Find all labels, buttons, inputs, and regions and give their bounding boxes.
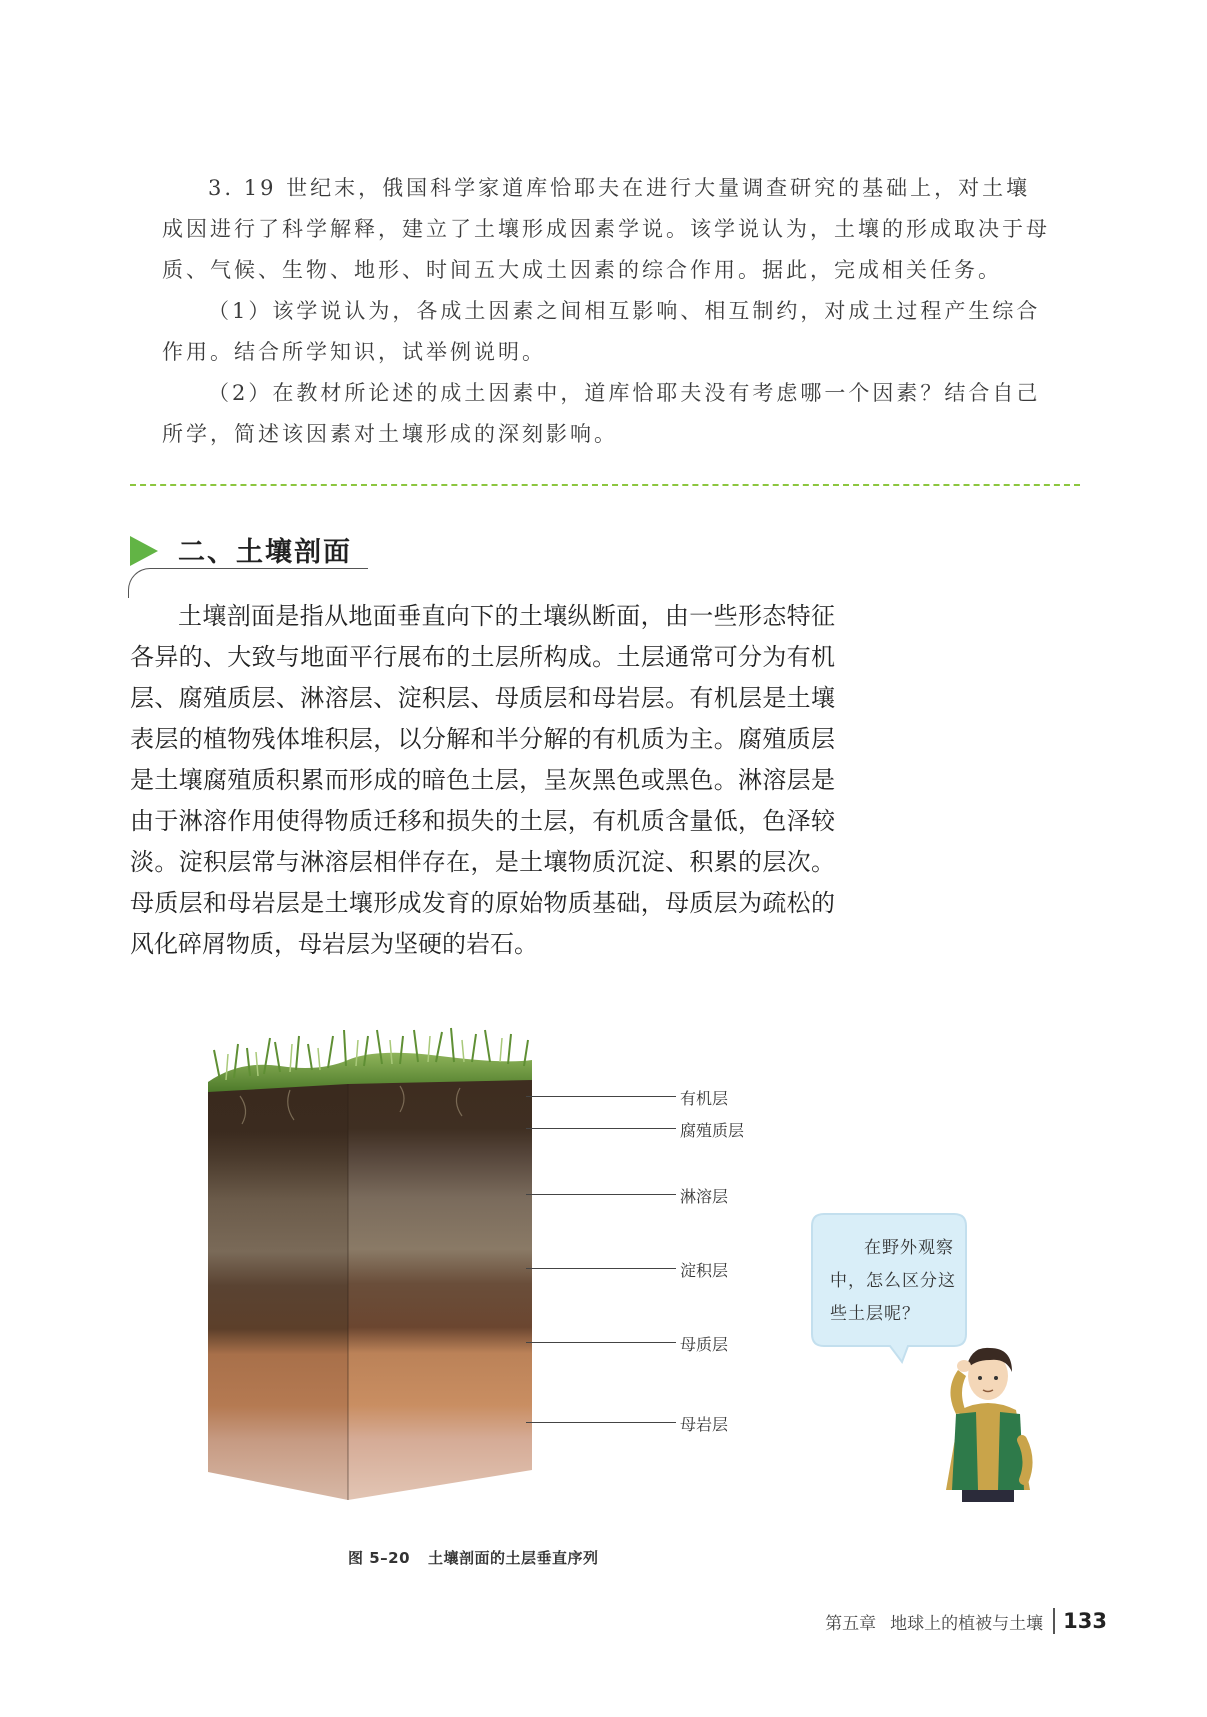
leader-line-eluvial bbox=[526, 1194, 676, 1195]
callout-line-1: 在野外观察 bbox=[864, 1238, 954, 1258]
callout-text bbox=[830, 1232, 958, 1331]
leader-line-illuvial bbox=[526, 1268, 676, 1269]
leader-line-bedrock bbox=[526, 1422, 676, 1423]
exercise-task-2: （2）在教材所论述的成土因素中，道库恰耶夫没有考虑哪一个因素？结合自己所学，简述该因素对土壤形成的深刻影响。 bbox=[162, 381, 1041, 446]
layer-label-illuvial: 淀积层 bbox=[680, 1261, 729, 1280]
footer-chapter: 第五章 bbox=[825, 1613, 877, 1634]
section-divider bbox=[130, 484, 1080, 486]
figure-title: 土壤剖面的土层垂直序列 bbox=[428, 1549, 599, 1567]
soil-profile-figure bbox=[200, 1000, 800, 1540]
body-paragraph: 土壤剖面是指从地面垂直向下的土壤纵断面，由一些形态特征各异的、大致与地面平行展布的土层所构成。土层通常可分为有机层、腐殖质层、淋溶层、淀积层、母质层和母岩层。有机层是土壤表层的植物残体堆积层，以分解和半分解的有机质为主。腐殖质层是土壤腐殖质积累而形成的暗色土层，呈灰黑色或黑色。淋溶层是由于淋溶作用使得物质迁移和损失的土层，有机质含量低，色泽较淡。淀积层常与淋溶层相伴存在，是土壤物质沉淀、积累的层次。母质层和母岩层是土壤形成发育的原始物质基础，母质层为疏松的风化碎屑物质，母岩层为坚硬的岩石。 bbox=[130, 602, 835, 958]
page-footer bbox=[825, 1608, 1107, 1634]
play-triangle-icon bbox=[130, 536, 158, 566]
speech-bubble bbox=[810, 1212, 968, 1348]
section-underline bbox=[128, 568, 368, 598]
layer-label-bedrock: 母岩层 bbox=[680, 1415, 729, 1434]
footer-separator bbox=[1053, 1608, 1055, 1634]
body-text bbox=[130, 596, 835, 965]
leader-line-organic bbox=[526, 1096, 676, 1097]
callout-line-2: 中，怎么区分这些土层呢？ bbox=[830, 1271, 956, 1324]
layer-label-parent-material: 母质层 bbox=[680, 1335, 729, 1354]
student-character-icon bbox=[932, 1340, 1044, 1504]
figure-number: 图 5–20 bbox=[348, 1549, 411, 1567]
layer-label-eluvial: 淋溶层 bbox=[680, 1187, 729, 1206]
exercise-task-1: （1）该学说认为，各成土因素之间相互影响、相互制约，对成土过程产生综合作用。结合所学知识，试举例说明。 bbox=[162, 299, 1041, 364]
figure-caption bbox=[348, 1547, 617, 1568]
footer-chapter-title: 地球上的植被与土壤 bbox=[890, 1613, 1044, 1634]
section-heading bbox=[126, 528, 366, 574]
leader-line-parent-material bbox=[526, 1342, 676, 1343]
exercise-question: 3. 19 世纪末，俄国科学家道库恰耶夫在进行大量调查研究的基础上，对土壤成因进行了科学解释，建立了土壤形成因素学说。该学说认为，土壤的形成取决于母质、气候、生物、地形、时间五大成土因素的综合作用。据此，完成相关任务。 bbox=[162, 176, 1050, 282]
section-title: 二、土壤剖面 bbox=[178, 537, 352, 568]
page-number: 133 bbox=[1063, 1609, 1107, 1633]
layer-label-organic: 有机层 bbox=[680, 1089, 729, 1108]
leader-line-humus bbox=[526, 1128, 676, 1129]
exercise-block bbox=[162, 168, 1052, 455]
layer-label-humus: 腐殖质层 bbox=[680, 1121, 745, 1140]
